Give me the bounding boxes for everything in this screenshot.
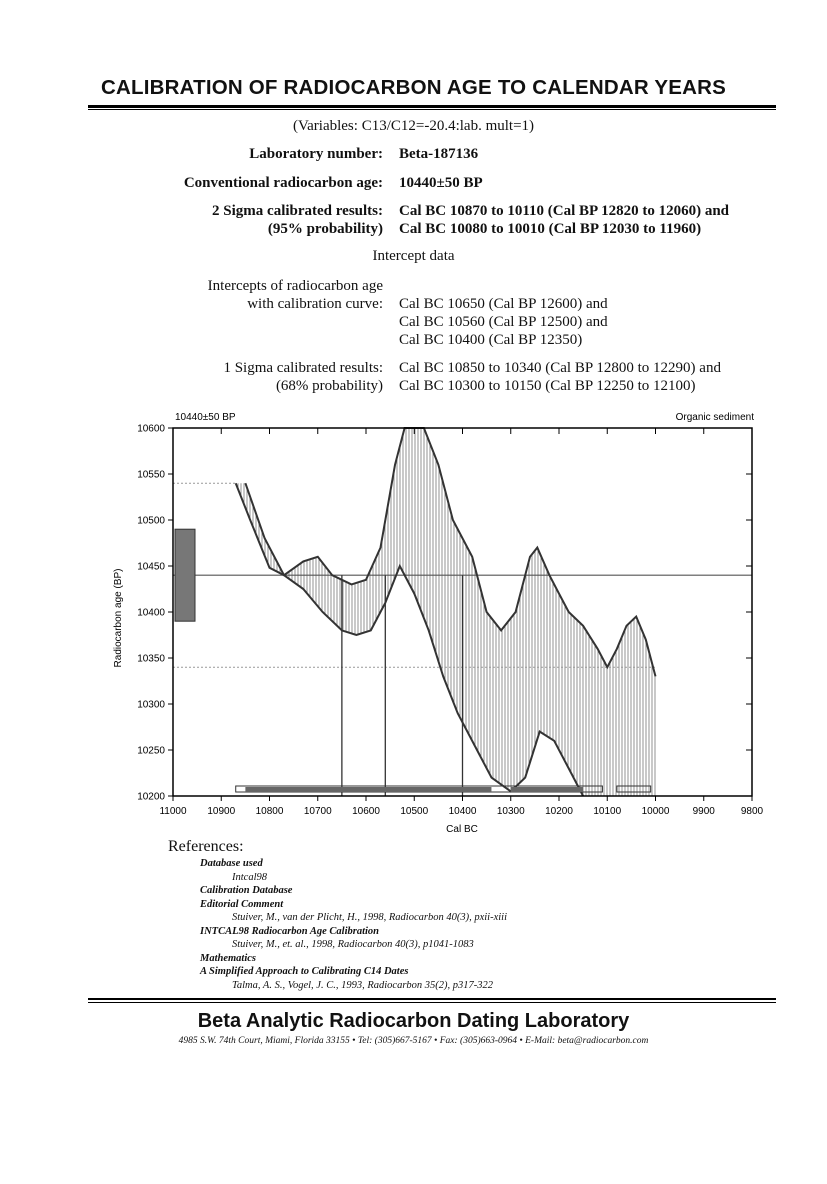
lab-address: 4985 S.W. 74th Court, Miami, Florida 33155 • Tel: (305)667-5167 • Fax: (305)663-0964 • E-Mail: beta@radiocarbon.com xyxy=(178,1036,649,1046)
title-rule xyxy=(88,105,776,108)
page-title: CALIBRATION OF RADIOCARBON AGE TO CALENDAR YEARS xyxy=(101,76,726,99)
x-tick-label: 10600 xyxy=(352,806,380,817)
reference-heading: Editorial Comment xyxy=(200,898,284,910)
intercept-heading: Intercept data xyxy=(372,248,455,264)
y-tick-label: 10200 xyxy=(137,791,165,803)
y-tick-label: 10600 xyxy=(137,423,165,435)
y-tick-label: 10350 xyxy=(137,653,165,665)
calibration-chart xyxy=(0,400,827,840)
sigma1-range-1: Cal BC 10850 to 10340 (Cal BP 12800 to 12290) and xyxy=(399,360,721,376)
sigma1-range-2: Cal BC 10300 to 10150 (Cal BP 12250 to 12100) xyxy=(399,378,696,394)
lab-number-label: Laboratory number: xyxy=(249,146,383,162)
measured-age-box xyxy=(175,529,195,621)
sigma1-range-bar xyxy=(511,787,583,792)
x-tick-label: 10400 xyxy=(448,806,477,817)
y-tick-label: 10400 xyxy=(137,607,165,619)
sigma1-label: 1 Sigma calibrated results: xyxy=(223,360,383,376)
y-tick-label: 10250 xyxy=(137,745,165,757)
reference-citation: Intcal98 xyxy=(232,871,267,883)
sigma1-prob-label: (68% probability) xyxy=(275,378,383,394)
footer-rule-thin xyxy=(88,1002,776,1003)
title-rule-thin xyxy=(88,109,776,110)
x-tick-label: 11000 xyxy=(159,806,187,817)
x-tick-label: 10500 xyxy=(400,806,429,817)
reference-citation: Talma, A. S., Vogel, J. C., 1993, Radiocarbon 35(2), p317-322 xyxy=(232,979,494,991)
reference-heading: INTCAL98 Radiocarbon Age Calibration xyxy=(200,925,380,937)
x-tick-label: 10700 xyxy=(303,806,332,817)
x-tick-label: 10800 xyxy=(255,806,284,817)
x-tick-label: 9900 xyxy=(692,806,715,817)
conv-age-value: 10440±50 BP xyxy=(399,175,483,191)
x-tick-label: 10200 xyxy=(545,806,573,817)
sigma2-range-1: Cal BC 10870 to 10110 (Cal BP 12820 to 12060) and xyxy=(399,203,730,219)
y-tick-label: 10500 xyxy=(137,515,165,527)
intercepts-label-2: with calibration curve: xyxy=(247,296,383,312)
y-tick-label: 10300 xyxy=(137,699,165,711)
x-tick-label: 10300 xyxy=(496,806,525,817)
reference-heading: Calibration Database xyxy=(200,885,293,896)
sigma2-label: 2 Sigma calibrated results: xyxy=(212,203,383,219)
reference-citation: Stuiver, M., van der Plicht, H., 1998, Radiocarbon 40(3), pxii-xiii xyxy=(232,912,507,923)
x-tick-label: 10100 xyxy=(593,806,622,817)
y-tick-label: 10550 xyxy=(137,469,165,481)
y-axis-label: Radiocarbon age (BP) xyxy=(113,568,124,668)
reference-citation: Stuiver, M., et. al., 1998, Radiocarbon 40(3), p1041-1083 xyxy=(232,939,474,950)
reference-heading: Mathematics xyxy=(200,952,257,964)
probability-hatch xyxy=(236,428,656,796)
reference-heading: A Simplified Approach to Calibrating C14 Dates xyxy=(200,966,409,977)
sigma2-range-2: Cal BC 10080 to 10010 (Cal BP 12030 to 11960) xyxy=(399,221,702,237)
lab-name: Beta Analytic Radiocarbon Dating Laboratory xyxy=(197,1010,630,1032)
sigma2-prob-label: (95% probability) xyxy=(267,221,383,237)
reference-heading: Database used xyxy=(200,858,263,869)
intercept-1: Cal BC 10650 (Cal BP 12600) and xyxy=(399,296,608,312)
variables-line: (Variables: C13/C12=-20.4:lab. mult=1) xyxy=(292,118,535,134)
x-axis-label: Cal BC xyxy=(446,824,478,835)
intercepts-label: Intercepts of radiocarbon age xyxy=(207,278,383,294)
sigma1-range-bar xyxy=(245,787,491,792)
intercept-2: Cal BC 10560 (Cal BP 12500) and xyxy=(399,314,608,330)
chart-title-right: Organic sediment xyxy=(675,412,754,423)
lab-number-value: Beta-187136 xyxy=(399,146,479,162)
footer-rule xyxy=(88,998,776,1000)
references-heading: References: xyxy=(168,838,244,855)
intercept-3: Cal BC 10400 (Cal BP 12350) xyxy=(399,332,583,348)
plot-layer xyxy=(137,424,763,818)
x-tick-label: 10000 xyxy=(641,806,670,817)
x-tick-label: 10900 xyxy=(207,806,236,817)
y-tick-label: 10450 xyxy=(137,561,165,573)
conv-age-label: Conventional radiocarbon age: xyxy=(183,175,383,191)
chart-title-left: 10440±50 BP xyxy=(175,412,236,423)
x-tick-label: 9800 xyxy=(740,806,764,817)
